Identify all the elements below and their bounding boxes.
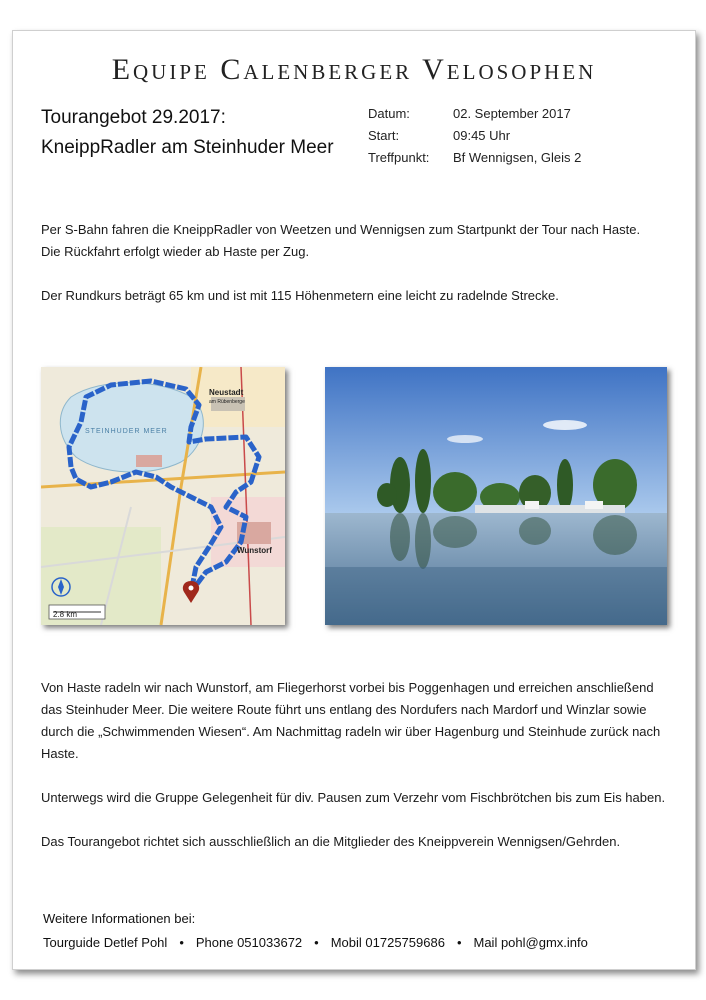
date-label: Datum: (368, 106, 410, 121)
map-town-wunstorf: Wunstorf (237, 546, 272, 555)
lake-photo-image (325, 367, 667, 625)
route-description: Von Haste radeln wir nach Wunstorf, am Fliegerhorst vorbei bis Poggenhagen und erreichen anschließend das Steinhuder Meer. Die weitere Route führt uns entlang des Nordufers nach Mardorf und Winzlar sowie durch die „Schwimmenden Wiesen“. Am Nachmittag radeln wir über Hagenburg und Steinhude zurück nach Haste. (41, 680, 661, 761)
route-map-graphic (41, 367, 285, 625)
meta-date-row (368, 103, 581, 125)
intro-distance: Der Rundkurs beträgt 65 km und ist mit 115 Höhenmetern eine leicht zu radelnde Strecke. (41, 288, 559, 303)
meta-start-row (368, 125, 581, 147)
route-eligibility: Das Tourangebot richtet sich ausschließlich an die Mitglieder des Kneippverein Wennigsen/Gehrden. (41, 834, 621, 849)
meeting-value: Bf Wennigsen, Gleis 2 (453, 150, 582, 165)
contact-mobile: Mobil 01725759686 (330, 935, 445, 950)
club-title: Equipe Calenberger Velosophen (111, 53, 597, 86)
contact-guide: Tourguide Detlef Pohl (43, 935, 168, 950)
map-town-neustadt: Neustadt (209, 388, 244, 397)
start-value: 09:45 Uhr (453, 128, 511, 143)
bullet-separator: • (456, 935, 462, 950)
date-value: 02. September 2017 (453, 106, 571, 121)
meta-meeting-row (368, 147, 581, 169)
lake-photo (325, 367, 667, 625)
tour-number: Tourangebot 29.2017: (41, 107, 226, 128)
contact-mail: Mail pohl@gmx.info (473, 935, 588, 950)
meeting-label: Treffpunkt: (368, 150, 430, 165)
start-label: Start: (368, 128, 400, 143)
map-town-neustadt-sub: am Rübenberge (209, 399, 245, 405)
map-scale-label: 2.8 km (53, 610, 78, 619)
route-text (41, 677, 671, 853)
tour-meta (368, 103, 581, 169)
intro-line-2: Die Rückfahrt erfolgt wieder ab Haste per Zug. (41, 244, 310, 259)
intro-text (41, 219, 671, 307)
contact-heading: Weitere Informationen bei: (43, 911, 196, 926)
contact-phone: Phone 051033672 (195, 935, 303, 950)
bullet-separator: • (179, 935, 184, 950)
tour-heading (41, 103, 334, 163)
contact-footer (43, 907, 588, 955)
contact-line (43, 931, 588, 955)
route-breaks: Unterwegs wird die Gruppe Gelegenheit für div. Pausen zum Verzehr vom Fischbrötchen bis zum Eis haben. (41, 790, 666, 805)
route-map (41, 367, 285, 625)
map-lake-label: STEINHUDER MEER (85, 428, 168, 435)
tour-name: KneippRadler am Steinhuder Meer (41, 137, 334, 158)
flyer-page (12, 30, 696, 970)
intro-line-1: Per S-Bahn fahren die KneippRadler von Weetzen und Wennigsen zum Startpunkt der Tour nach Haste. (41, 222, 641, 237)
bullet-separator: • (314, 935, 319, 950)
